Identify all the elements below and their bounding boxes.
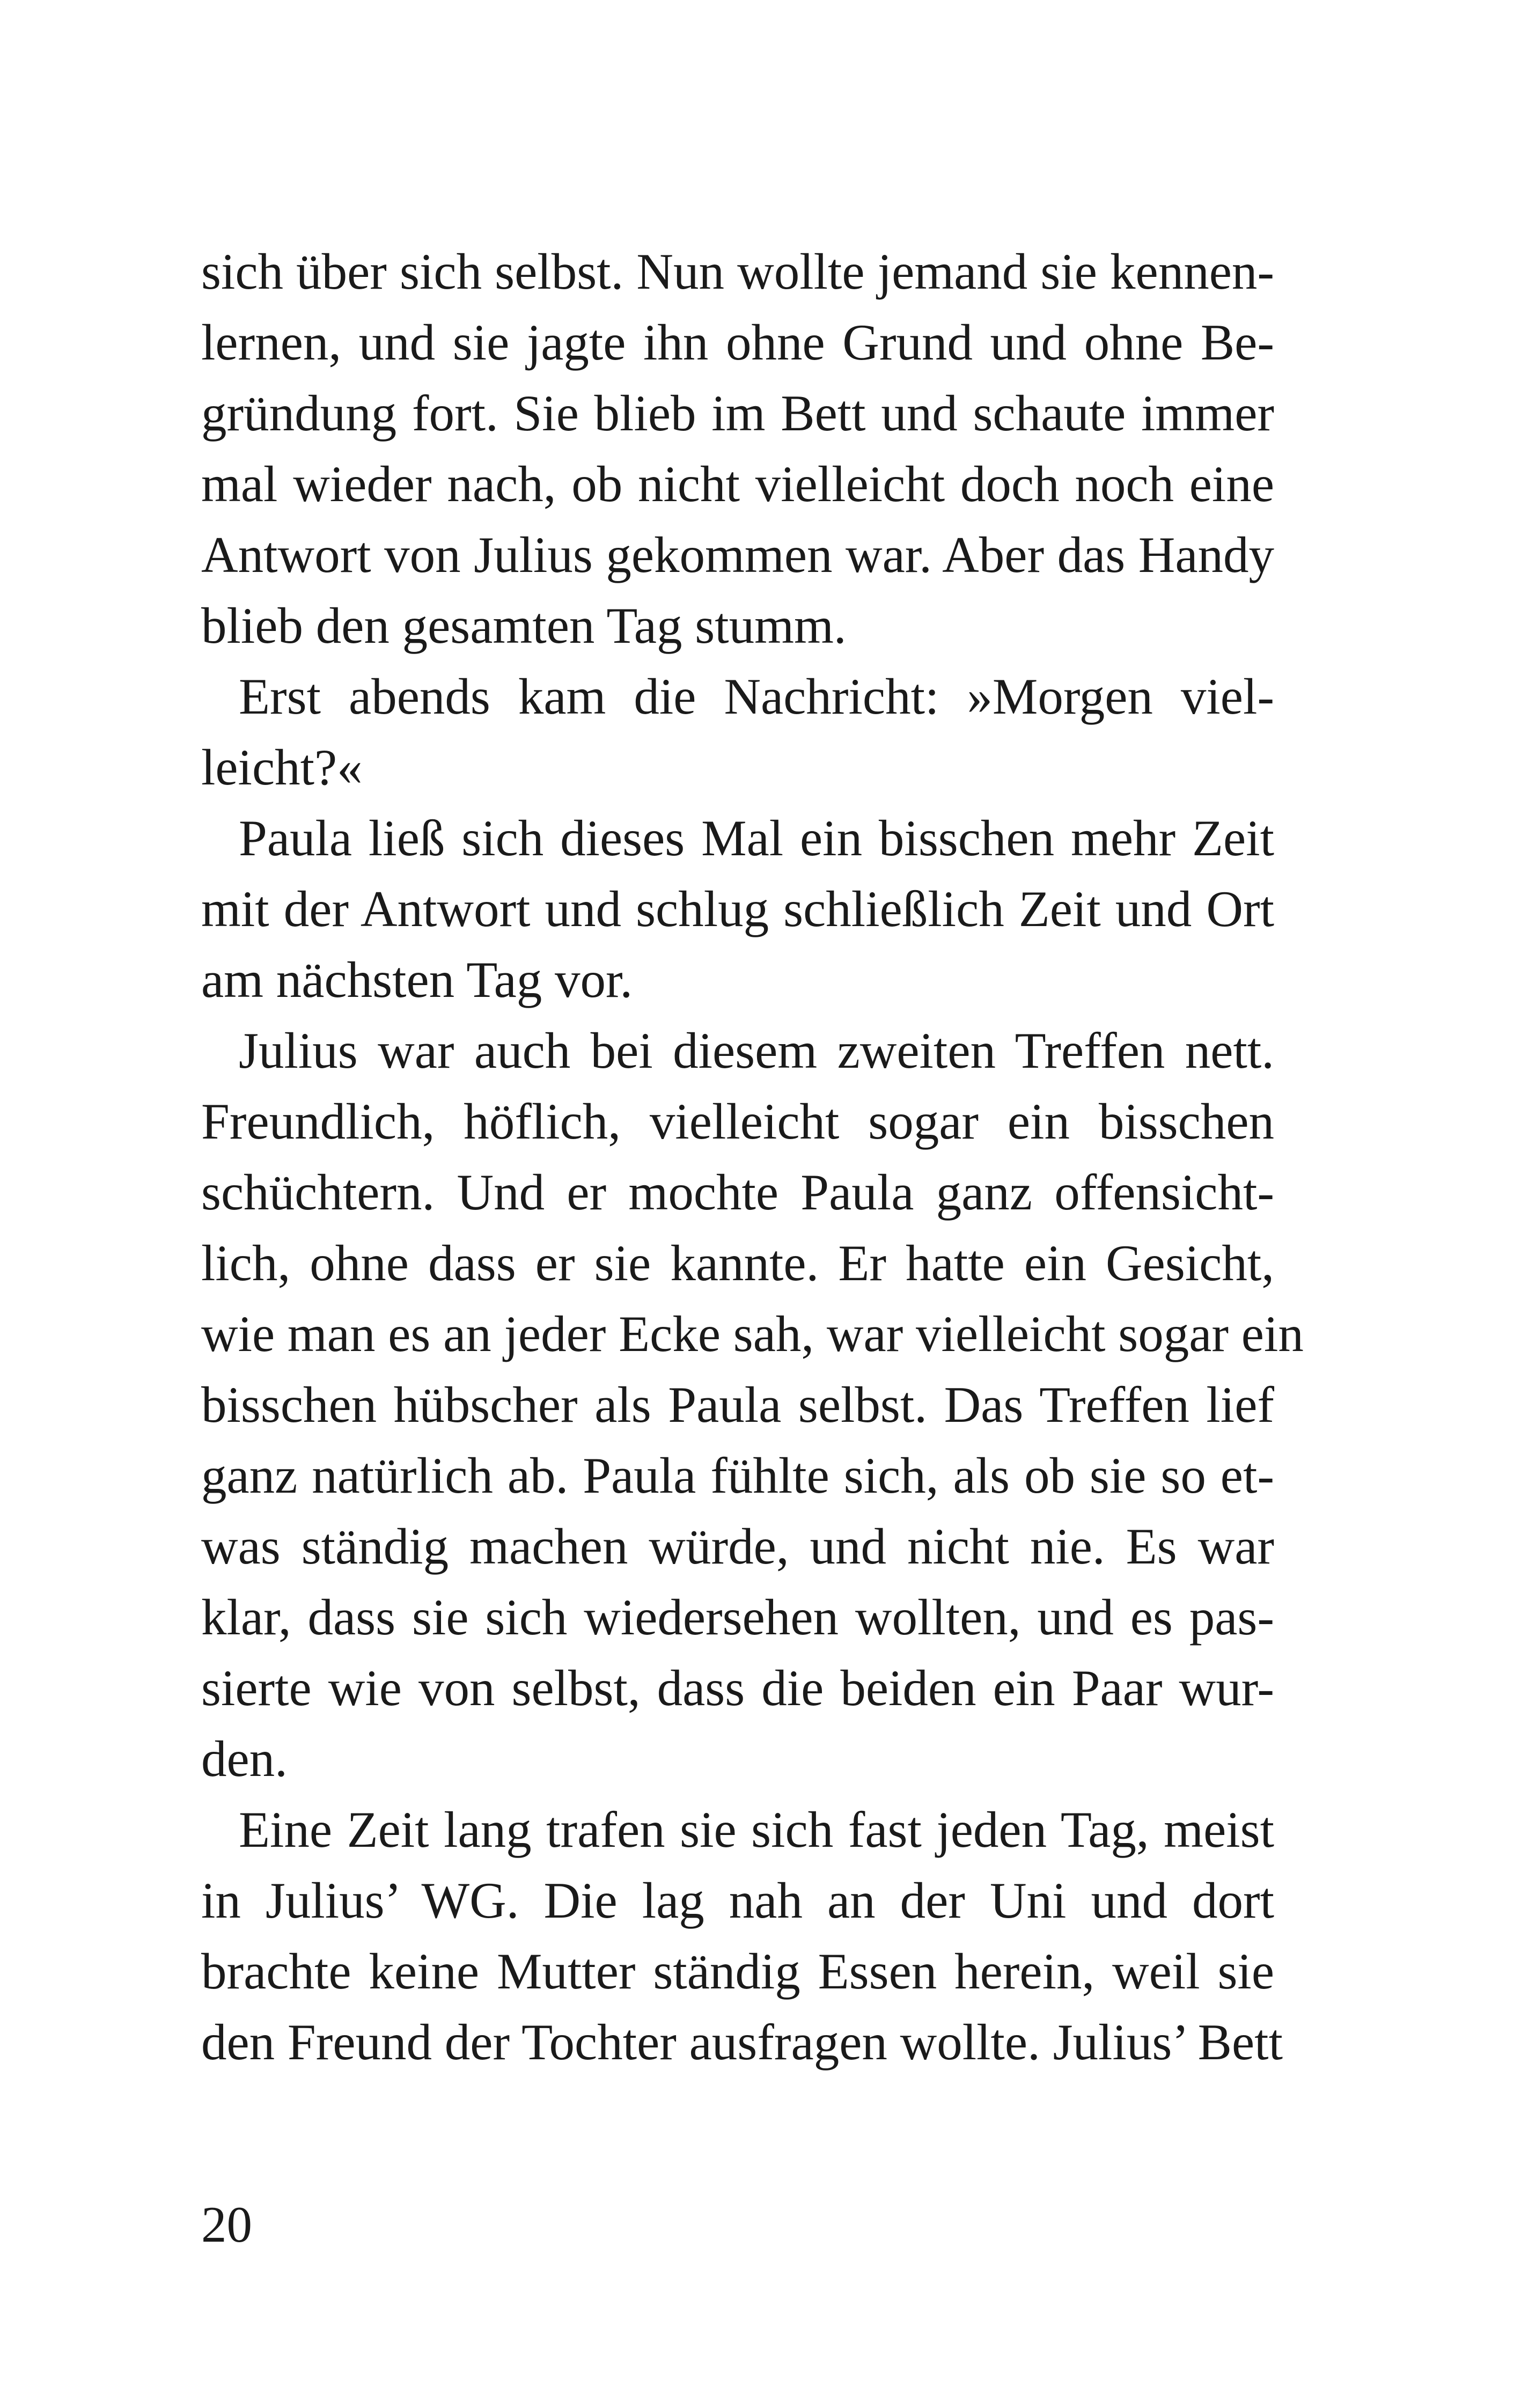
text-line: Julius war auch bei diesem zweiten Treffen nett.	[239, 1022, 1274, 1079]
text-line: Erst abends kam die Nachricht: »Morgen viel-	[239, 668, 1274, 725]
text-line: mal wieder nach, ob nicht vielleicht doch noch eine	[201, 456, 1274, 512]
text-line: in Julius’ WG. Die lag nah an der Uni und dort	[201, 1872, 1274, 1929]
text-line: lernen, und sie jagte ihn ohne Grund und ohne Be-	[201, 314, 1274, 371]
text-line: Antwort von Julius gekommen war. Aber das Handy	[201, 526, 1274, 583]
text-line: brachte keine Mutter ständig Essen herein, weil sie	[201, 1943, 1274, 2000]
text-line: Eine Zeit lang trafen sie sich fast jeden Tag, meist	[239, 1801, 1274, 1858]
text-line: wie man es an jeder Ecke sah, war vielleicht sogar ein	[201, 1305, 1304, 1362]
text-line: ganz natürlich ab. Paula fühlte sich, als ob sie so et-	[201, 1447, 1274, 1504]
text-line: sich über sich selbst. Nun wollte jemand sie kennen-	[201, 243, 1274, 300]
text-line: den.	[201, 1730, 288, 1787]
text-line: gründung fort. Sie blieb im Bett und schaute immer	[201, 385, 1274, 442]
text-line: Freundlich, höflich, vielleicht sogar ein bisschen	[201, 1093, 1274, 1150]
text-line: was ständig machen würde, und nicht nie. Es war	[201, 1518, 1274, 1575]
text-line: blieb den gesamten Tag stumm.	[201, 597, 847, 654]
text-line: bisschen hübscher als Paula selbst. Das Treffen lief	[201, 1376, 1274, 1433]
text-line: mit der Antwort und schlug schließlich Zeit und Ort	[201, 880, 1274, 937]
text-line: sierte wie von selbst, dass die beiden ein Paar wur-	[201, 1660, 1274, 1716]
text-line: leicht?«	[201, 739, 363, 796]
text-line: am nächsten Tag vor.	[201, 951, 633, 1008]
text-line: schüchtern. Und er mochte Paula ganz offensicht-	[201, 1164, 1274, 1221]
text-line: Paula ließ sich dieses Mal ein bisschen mehr Zeit	[239, 810, 1274, 867]
text-line: den Freund der Tochter ausfragen wollte. Julius’ Bett	[201, 2014, 1283, 2071]
text-line: lich, ohne dass er sie kannte. Er hatte ein Gesicht,	[201, 1235, 1274, 1291]
text-line: klar, dass sie sich wiedersehen wollten, und es pas-	[201, 1589, 1274, 1646]
page-number: 20	[201, 2196, 252, 2253]
